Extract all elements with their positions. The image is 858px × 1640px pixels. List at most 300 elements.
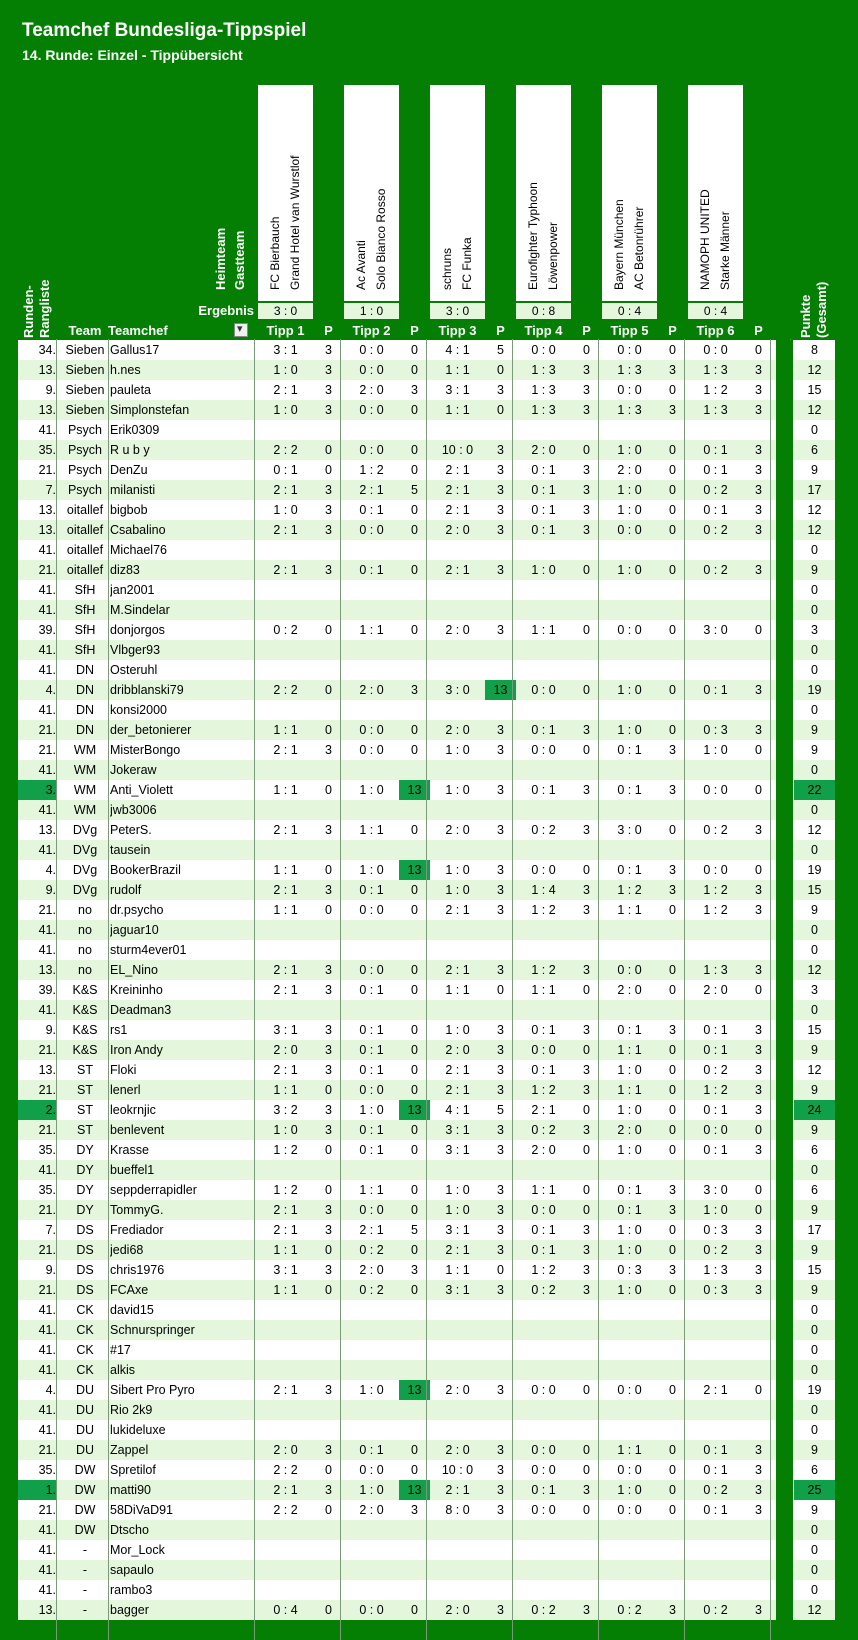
tipp-cell: 1 : 2 — [531, 1083, 556, 1097]
points-cell: 3 — [583, 483, 590, 497]
tipp-cell: 0 : 0 — [359, 443, 384, 457]
tipp-cell: 2 : 0 — [359, 1263, 384, 1277]
points-cell: 3 — [583, 1243, 590, 1257]
tipp-cell — [602, 1560, 657, 1580]
tipp-cell — [430, 1540, 485, 1560]
total-points-cell: 0 — [811, 763, 818, 777]
points-cell: 5 — [411, 483, 418, 497]
away-team-name: AC Betonrührer — [632, 206, 646, 290]
tipp-cell: 0 : 2 — [703, 1483, 728, 1497]
rank-cell: 4. — [45, 863, 56, 877]
points-cell: 3 — [497, 783, 504, 797]
tipp-cell — [688, 1560, 743, 1580]
total-points-cell: 0 — [811, 1363, 818, 1377]
tipp-cell — [430, 660, 485, 680]
points-cell: 0 — [583, 1383, 590, 1397]
teamchef-cell: Rio 2k9 — [110, 1403, 153, 1417]
teamchef-cell: lukideluxe — [110, 1423, 166, 1437]
tipp-cell: 0 : 1 — [531, 1243, 556, 1257]
points-cell: 13 — [399, 1100, 430, 1120]
rank-cell: 4. — [45, 1383, 56, 1397]
tipp-cell: 1 : 2 — [703, 1083, 728, 1097]
points-cell: 3 — [325, 983, 332, 997]
total-points-cell: 6 — [811, 443, 818, 457]
tipp-cell: 2 : 1 — [445, 963, 470, 977]
points-cell: 0 — [411, 403, 418, 417]
points-cell: 0 — [411, 983, 418, 997]
team-column-header: Team — [68, 323, 102, 338]
tipp-cell — [430, 840, 485, 860]
points-cell: 0 — [755, 1183, 762, 1197]
tipp-cell: 1 : 0 — [617, 1243, 642, 1257]
tipp-cell — [430, 1160, 485, 1180]
points-cell: 0 — [583, 1183, 590, 1197]
tipp-cell: 0 : 2 — [531, 823, 556, 837]
total-points-cell: 17 — [807, 1223, 822, 1237]
tipp-cell — [258, 1540, 313, 1560]
tipp-cell: 0 : 2 — [703, 823, 728, 837]
team-cell: DU — [75, 1383, 95, 1397]
team-cell: CK — [76, 1343, 94, 1357]
tipp-cell: 3 : 1 — [445, 1123, 470, 1137]
team-cell: DW — [74, 1523, 96, 1537]
tipp-cell — [430, 1400, 485, 1420]
points-cell: 5 — [497, 343, 504, 357]
tipp-column-header: Tipp 3 — [438, 323, 477, 338]
total-points-cell: 19 — [807, 683, 822, 697]
tipp-cell — [602, 1340, 657, 1360]
heimteam-label: Heimteam — [213, 227, 228, 290]
tipp-cell — [602, 760, 657, 780]
tipp-cell — [344, 1160, 399, 1180]
tipp-cell: 10 : 0 — [441, 1463, 474, 1477]
tipp-cell: 0 : 0 — [617, 1383, 642, 1397]
away-team-name: FC Funka — [460, 237, 474, 290]
points-cell: 3 — [497, 1203, 504, 1217]
rank-cell: 21. — [38, 563, 56, 577]
tipp-cell: 1 : 1 — [617, 1083, 642, 1097]
teamchef-cell: R u b y — [110, 443, 150, 457]
tipp-cell — [688, 640, 743, 660]
points-cell: 3 — [583, 883, 590, 897]
tipp-cell: 1 : 1 — [617, 903, 642, 917]
tipp-cell — [344, 1300, 399, 1320]
rank-cell: 9. — [45, 883, 56, 897]
teamchef-cell: Kreininho — [110, 983, 163, 997]
tipp-cell: 1 : 0 — [445, 1023, 470, 1037]
team-cell: DS — [76, 1223, 94, 1237]
rank-cell: 13. — [38, 1063, 56, 1077]
points-cell: 3 — [497, 903, 504, 917]
tipp-cell — [688, 940, 743, 960]
points-cell: 3 — [583, 463, 590, 477]
chevron-down-icon: ▾ — [237, 323, 243, 335]
tipp-cell: 2 : 0 — [445, 1383, 470, 1397]
points-cell: 0 — [583, 1503, 590, 1517]
tipp-cell — [516, 660, 571, 680]
teamchef-cell: sapaulo — [110, 1563, 154, 1577]
total-points-cell: 0 — [811, 543, 818, 557]
team-cell: Sieben — [65, 363, 105, 377]
tipp-cell: 2 : 0 — [445, 723, 470, 737]
filter-dropdown-button[interactable] — [234, 323, 248, 337]
rank-cell: 13. — [38, 823, 56, 837]
tipp-cell: 0 : 2 — [703, 1243, 728, 1257]
tipp-cell — [430, 1320, 485, 1340]
tipp-column-header: Tipp 4 — [524, 323, 563, 338]
tipp-cell — [258, 840, 313, 860]
points-cell: 0 — [325, 1183, 332, 1197]
tipp-cell: 1 : 3 — [531, 403, 556, 417]
tipp-cell: 2 : 1 — [273, 1063, 298, 1077]
tipp-cell: 2 : 0 — [359, 1503, 384, 1517]
tipp-cell — [602, 1360, 657, 1380]
home-team-name: schruns — [440, 247, 454, 290]
tipp-cell — [516, 1000, 571, 1020]
points-cell: 0 — [669, 1463, 676, 1477]
points-cell: 0 — [325, 1463, 332, 1477]
tipp-cell — [602, 1400, 657, 1420]
match-header-3 — [430, 85, 485, 301]
tipp-cell — [258, 800, 313, 820]
points-cell: 0 — [583, 1463, 590, 1477]
tipp-cell: 0 : 0 — [359, 1203, 384, 1217]
tipp-column-header: Tipp 2 — [352, 323, 391, 338]
tipp-cell — [430, 1580, 485, 1600]
tipp-cell — [516, 1540, 571, 1560]
tipp-cell: 2 : 1 — [531, 1103, 556, 1117]
teamchef-cell: Spretilof — [110, 1463, 156, 1477]
tipp-cell: 1 : 2 — [531, 903, 556, 917]
total-points-cell: 9 — [811, 1243, 818, 1257]
team-cell: DW — [74, 1483, 96, 1497]
tipp-cell — [430, 1360, 485, 1380]
total-points-cell: 9 — [811, 1503, 818, 1517]
tipp-cell: 1 : 0 — [617, 443, 642, 457]
tipp-cell: 2 : 1 — [273, 523, 298, 537]
tipp-cell — [344, 800, 399, 820]
team-cell: oitallef — [66, 523, 104, 537]
rank-cell: 41. — [38, 663, 56, 677]
tipp-cell — [258, 1320, 313, 1340]
total-points-cell: 0 — [811, 843, 818, 857]
tipp-column-header: Tipp 5 — [610, 323, 649, 338]
tipp-cell — [516, 1420, 571, 1440]
teamchef-cell: donjorgos — [110, 623, 165, 637]
match-result: 3 : 0 — [430, 303, 485, 319]
points-cell: 3 — [669, 783, 676, 797]
teamchef-cell: M.Sindelar — [110, 603, 170, 617]
points-cell: 3 — [583, 1083, 590, 1097]
rank-cell: 9. — [45, 1263, 56, 1277]
total-points-cell: 25 — [794, 1480, 835, 1500]
teamchef-cell: BookerBrazil — [110, 863, 181, 877]
away-team-name: Starke Männer — [718, 211, 732, 290]
points-column-header: P — [496, 323, 505, 338]
tipp-cell: 3 : 1 — [445, 1223, 470, 1237]
tipp-cell — [602, 800, 657, 820]
total-points-cell: 12 — [807, 1063, 822, 1077]
total-points-cell: 0 — [811, 1003, 818, 1017]
points-cell: 0 — [755, 783, 762, 797]
tipp-cell: 0 : 0 — [531, 1383, 556, 1397]
points-cell: 0 — [411, 1443, 418, 1457]
points-cell: 3 — [755, 463, 762, 477]
tipp-cell: 0 : 1 — [531, 783, 556, 797]
tipp-cell — [516, 420, 571, 440]
home-team-name: Bayern München — [612, 199, 626, 290]
points-cell: 3 — [583, 823, 590, 837]
team-cell: ST — [77, 1123, 93, 1137]
tipp-cell: 0 : 1 — [703, 1503, 728, 1517]
tipp-cell — [344, 420, 399, 440]
tipp-cell: 1 : 2 — [359, 463, 384, 477]
points-cell: 3 — [325, 483, 332, 497]
points-cell: 3 — [497, 1183, 504, 1197]
teamchef-cell: Osteruhl — [110, 663, 158, 677]
points-cell: 3 — [325, 743, 332, 757]
tipp-cell — [688, 660, 743, 680]
tipp-cell: 1 : 2 — [273, 1183, 298, 1197]
column-gap — [776, 340, 793, 1640]
tipp-cell: 0 : 1 — [703, 443, 728, 457]
tipp-cell — [430, 760, 485, 780]
tipp-cell — [430, 420, 485, 440]
tipp-cell: 1 : 4 — [531, 883, 556, 897]
team-cell: no — [78, 903, 92, 917]
tipp-cell: 0 : 0 — [359, 1463, 384, 1477]
points-cell: 0 — [325, 1503, 332, 1517]
tipp-cell: 2 : 1 — [703, 1383, 728, 1397]
tipp-cell — [258, 1420, 313, 1440]
points-cell: 0 — [411, 1203, 418, 1217]
tipp-cell: 1 : 2 — [273, 1143, 298, 1157]
team-cell: oitallef — [66, 543, 104, 557]
total-points-cell: 0 — [811, 923, 818, 937]
rank-cell: 41. — [38, 1403, 56, 1417]
tipp-cell — [602, 1000, 657, 1020]
tipp-cell: 0 : 1 — [617, 743, 642, 757]
team-cell: DVg — [72, 843, 98, 857]
tipp-cell: 2 : 1 — [273, 1203, 298, 1217]
team-cell: DU — [75, 1403, 95, 1417]
tipp-cell: 2 : 1 — [273, 1223, 298, 1237]
total-points-cell: 3 — [811, 623, 818, 637]
rank-cell: 21. — [38, 1443, 56, 1457]
total-points-cell: 9 — [811, 1123, 818, 1137]
points-column-header: P — [668, 323, 677, 338]
tipp-cell: 0 : 1 — [359, 503, 384, 517]
tipp-cell: 2 : 0 — [445, 523, 470, 537]
tipp-cell: 0 : 0 — [359, 403, 384, 417]
tipp-cell: 3 : 1 — [273, 343, 298, 357]
team-cell: DS — [76, 1263, 94, 1277]
teamchef-cell: Frediador — [110, 1223, 164, 1237]
tipp-cell: 0 : 0 — [531, 863, 556, 877]
total-points-cell: 0 — [811, 943, 818, 957]
total-points-cell: 15 — [807, 383, 822, 397]
tipp-cell: 0 : 3 — [703, 1283, 728, 1297]
points-cell: 0 — [411, 463, 418, 477]
team-cell: SfH — [74, 603, 96, 617]
points-cell: 3 — [669, 883, 676, 897]
team-cell: - — [82, 1603, 88, 1617]
away-team-name: Grand Hotel van Wurstlof — [288, 155, 302, 290]
points-total-header: Punkte (Gesamt) — [798, 281, 829, 338]
points-cell: 3 — [325, 403, 332, 417]
total-points-cell: 19 — [807, 863, 822, 877]
tipp-cell: 2 : 1 — [273, 883, 298, 897]
points-cell: 0 — [583, 623, 590, 637]
tipp-cell — [602, 840, 657, 860]
teamchef-cell: bagger — [110, 1603, 149, 1617]
points-cell: 0 — [411, 903, 418, 917]
tipp-cell — [688, 1000, 743, 1020]
tipp-cell: 0 : 0 — [531, 343, 556, 357]
points-cell: 3 — [325, 883, 332, 897]
points-cell: 3 — [755, 1263, 762, 1277]
total-points-cell: 0 — [811, 1323, 818, 1337]
points-cell: 3 — [583, 1063, 590, 1077]
tipp-cell — [602, 580, 657, 600]
points-cell: 0 — [411, 1243, 418, 1257]
tipp-cell: 4 : 1 — [445, 1103, 470, 1117]
team-cell: DVg — [72, 863, 98, 877]
points-cell: 0 — [411, 623, 418, 637]
tipp-cell: 3 : 0 — [445, 683, 470, 697]
total-points-cell: 19 — [807, 1383, 822, 1397]
tipp-cell: 0 : 2 — [359, 1283, 384, 1297]
gastteam-label: Gastteam — [232, 230, 247, 290]
team-cell: - — [82, 1563, 88, 1577]
points-cell: 0 — [411, 443, 418, 457]
tipp-cell: 2 : 1 — [445, 1243, 470, 1257]
tipp-cell — [688, 1320, 743, 1340]
rank-cell: 21. — [38, 1083, 56, 1097]
tipp-cell: 0 : 2 — [531, 1603, 556, 1617]
tipp-cell: 1 : 3 — [703, 963, 728, 977]
points-cell: 3 — [583, 1223, 590, 1237]
rank-cell: 13. — [38, 963, 56, 977]
tipp-cell: 1 : 0 — [273, 403, 298, 417]
points-cell: 0 — [755, 743, 762, 757]
column-divider — [770, 339, 771, 1640]
points-cell: 0 — [669, 1283, 676, 1297]
home-team-name: Eurofighter Typhoon — [526, 182, 540, 290]
away-team-name: Löwenpower — [546, 221, 560, 290]
points-cell: 3 — [755, 483, 762, 497]
tipp-cell — [688, 600, 743, 620]
points-cell: 3 — [583, 1123, 590, 1137]
tipp-cell — [258, 1400, 313, 1420]
total-points-cell: 0 — [811, 1423, 818, 1437]
points-cell: 3 — [497, 383, 504, 397]
tipp-cell: 1 : 1 — [359, 1183, 384, 1197]
points-cell: 3 — [497, 883, 504, 897]
tipp-cell — [688, 920, 743, 940]
tipp-cell: 1 : 0 — [445, 863, 470, 877]
team-cell: ST — [77, 1103, 93, 1117]
tipp-cell — [688, 760, 743, 780]
tipp-cell: 0 : 1 — [273, 463, 298, 477]
tipp-cell: 0 : 2 — [703, 483, 728, 497]
points-cell: 3 — [755, 1243, 762, 1257]
tipp-cell: 1 : 1 — [273, 723, 298, 737]
points-cell: 3 — [497, 863, 504, 877]
points-cell: 3 — [583, 383, 590, 397]
tipp-cell: 0 : 2 — [531, 1123, 556, 1137]
team-cell: K&S — [72, 1023, 98, 1037]
tipp-cell: 1 : 1 — [617, 1443, 642, 1457]
points-cell: 0 — [411, 1603, 418, 1617]
points-cell: 3 — [755, 1283, 762, 1297]
tipp-cell — [688, 1360, 743, 1380]
teamchef-cell: rudolf — [110, 883, 142, 897]
points-cell: 0 — [411, 363, 418, 377]
total-points-cell: 0 — [811, 1563, 818, 1577]
points-cell: 3 — [583, 1283, 590, 1297]
points-cell: 3 — [755, 903, 762, 917]
team-cell: DY — [76, 1183, 94, 1197]
tipp-cell: 2 : 2 — [273, 1463, 298, 1477]
tipp-cell: 2 : 1 — [445, 1063, 470, 1077]
tipp-cell: 1 : 1 — [273, 1283, 298, 1297]
rank-cell: 41. — [38, 763, 56, 777]
team-cell: no — [78, 923, 92, 937]
teamchef-cell: Simplonstefan — [110, 403, 190, 417]
points-cell: 3 — [325, 1383, 332, 1397]
tipp-cell: 0 : 1 — [703, 683, 728, 697]
points-cell: 3 — [497, 623, 504, 637]
tipp-cell — [688, 1420, 743, 1440]
rank-cell: 41. — [38, 1523, 56, 1537]
page-title: Teamchef Bundesliga-Tippspiel — [22, 20, 307, 41]
team-cell: DN — [75, 683, 95, 697]
teamchef-cell: Iron Andy — [110, 1043, 163, 1057]
tipp-cell — [430, 940, 485, 960]
tipp-cell: 0 : 1 — [531, 483, 556, 497]
tipp-cell: 1 : 0 — [445, 1203, 470, 1217]
teamchef-cell: EL_Nino — [110, 963, 158, 977]
rank-cell: 1. — [18, 1480, 56, 1500]
points-cell: 0 — [583, 1443, 590, 1457]
tipp-cell: 0 : 1 — [359, 1023, 384, 1037]
tipp-cell: 0 : 0 — [359, 1083, 384, 1097]
tipp-cell: 1 : 0 — [273, 503, 298, 517]
points-cell: 0 — [325, 623, 332, 637]
team-cell: Psych — [67, 483, 103, 497]
points-cell: 3 — [325, 1203, 332, 1217]
points-cell: 3 — [325, 563, 332, 577]
points-cell: 3 — [583, 403, 590, 417]
match-result: 1 : 0 — [344, 303, 399, 319]
tipp-cell — [344, 1540, 399, 1560]
points-cell: 3 — [755, 963, 762, 977]
points-cell: 3 — [755, 383, 762, 397]
teamchef-cell: Sibert Pro Pyro — [110, 1383, 195, 1397]
match-header-6 — [688, 85, 743, 301]
tipp-cell — [258, 1160, 313, 1180]
tipp-cell: 2 : 0 — [273, 1043, 298, 1057]
team-cell: - — [82, 1583, 88, 1597]
team-cell: ST — [77, 1063, 93, 1077]
team-cell: Psych — [67, 443, 103, 457]
tipp-cell: 2 : 1 — [273, 383, 298, 397]
points-cell: 0 — [669, 1143, 676, 1157]
points-cell: 3 — [325, 1483, 332, 1497]
match-result: 0 : 4 — [602, 303, 657, 319]
tipp-cell: 0 : 1 — [359, 563, 384, 577]
